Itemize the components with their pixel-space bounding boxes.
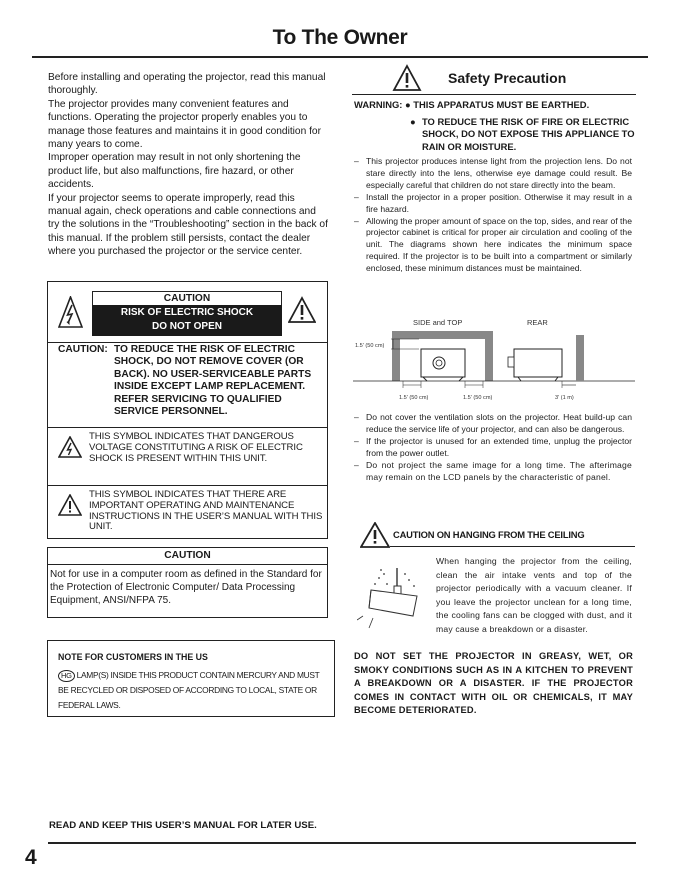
title-divider — [32, 56, 648, 58]
projector-foot — [459, 377, 463, 381]
dust-particle — [404, 573, 406, 575]
motion-line — [369, 618, 373, 628]
list-item-text: Do not cover the ventilation slots on the projector. Heat build-up can reduce the service life of your projector, and can also be dangerous. — [366, 412, 632, 434]
page-title: To The Owner — [272, 26, 408, 49]
exclamation-icon — [58, 494, 82, 521]
banner-line: RISK OF ELECTRIC SHOCK — [120, 307, 254, 318]
safety-bullets-top — [354, 156, 632, 275]
dust-particle — [380, 569, 382, 571]
clearance-diagram — [353, 315, 635, 405]
dimension-rear-label: 3' (1 m) — [555, 395, 574, 401]
intro-paragraph: Before installing and operating the projector, read this manual thoroughly. — [48, 72, 326, 97]
list-item — [354, 460, 632, 484]
dust-particle — [378, 577, 380, 579]
intro-text — [48, 71, 330, 259]
environment-warning: DO NOT SET THE PROJECTOR IN GREASY, WET, OR SMOKY CONDITIONS SUCH AS IN A KITCHEN TO PREVENT A BREAKDOWN OR A DISASTER. IF THE PROJECTOR COMES IN CONTACT WITH OIL OR CHEMICALS, IT MAY BECOME DETERIORATED. — [354, 651, 633, 716]
note-heading: NOTE FOR CUSTOMERS IN THE US — [58, 652, 208, 662]
projector-foot — [423, 377, 427, 381]
dust-line — [357, 616, 363, 620]
warning-moisture: TO REDUCE THE RISK OF FIRE OR ELECTRIC SHOCK, DO NOT EXPOSE THIS APPLIANCE TO RAIN OR MOISTURE. — [422, 116, 635, 152]
projector-hanging — [369, 590, 417, 616]
projector-foot — [518, 377, 521, 381]
banner-heading: CAUTION — [92, 291, 282, 305]
intro-paragraph: The projector provides many convenient features and functions. Operating the projector properly enables you to manage those features and maintains it in good condition for many years to come. — [48, 98, 321, 151]
dust-particle — [408, 579, 410, 581]
divider — [390, 546, 635, 547]
section-title: Safety Precaution — [448, 70, 567, 86]
dash-marker: – — [354, 191, 359, 202]
list-item — [354, 412, 632, 436]
list-item-text: Do not project the same image for a long time. The afterimage may remain on the LCD panels by the characteristic of panel. — [366, 459, 632, 482]
list-item — [354, 156, 632, 192]
projector-foot — [555, 377, 558, 381]
list-item-text: If the projector is unused for an extended time, unplug the projector from the power outlet. — [366, 435, 632, 458]
list-item-text: Allowing the proper amount of space on the top, sides, and rear of the projector cabinet is critical for proper air circulation and cooling of the unit. The diagrams shown here indicates the minimum space required. If the projector is to be built into a compartment or similarly enclosed, these minimum distances must be maintained. — [366, 215, 632, 274]
footer-divider — [48, 842, 636, 844]
projector-front-view — [421, 349, 465, 377]
dimension-top-label: 1.5' (50 cm) — [355, 343, 385, 349]
list-item — [354, 192, 632, 216]
divider — [48, 342, 327, 343]
caution-body: Not for use in a computer room as defined in the Standard for the Protection of Electronic Computer/ Data Processing Equipment, ANSI/NFPA 75. — [50, 569, 322, 606]
risk-of-shock-banner — [92, 291, 282, 336]
computer-room-caution-box — [47, 547, 328, 618]
dash-marker: – — [354, 435, 359, 446]
diagram-label-side-top: SIDE and TOP — [413, 318, 463, 327]
dust-particle — [383, 573, 385, 575]
intro-paragraph: If your projector seems to operate improperly, read this manual again, check operations and cable connections and try the solutions in the “Troubleshooting” section in the back of this manual. If the problem still persists, contact the dealer where you purchased the projector or the service center. — [48, 192, 328, 258]
dimension-right-label: 1.5' (50 cm) — [463, 395, 493, 401]
dash-marker: – — [354, 215, 359, 226]
intro-paragraph: Improper operation may result in not only shortening the product life, but also malfunctions, fire hazard, or other accidents. — [48, 152, 301, 191]
dash-marker: – — [354, 412, 359, 422]
note-text: LAMP(S) INSIDE THIS PRODUCT CONTAIN MERCURY AND MUST BE RECYCLED OR DISPOSED OF ACCORDING TO LOCAL, STATE OR FEDERAL LAWS. — [58, 670, 320, 710]
safety-precaution-header — [352, 62, 636, 95]
divider — [352, 94, 636, 95]
rear-wall — [576, 335, 584, 381]
electric-shock-icon — [58, 436, 82, 463]
hanging-caution-header — [360, 520, 635, 548]
list-item — [354, 216, 632, 276]
caution-heading: CAUTION — [48, 548, 327, 565]
voltage-symbol-explanation — [48, 428, 327, 485]
diagram-label-rear: REAR — [527, 318, 548, 327]
note-body — [58, 668, 328, 713]
instruction-symbol-explanation — [48, 486, 327, 539]
dash-marker: – — [354, 459, 359, 470]
page-number: 4 — [25, 846, 37, 869]
electric-shock-warning-icon — [58, 296, 83, 333]
caution-banner-area — [48, 282, 327, 342]
caution-body: TO REDUCE THE RISK OF ELECTRIC SHOCK, DO NOT REMOVE COVER (OR BACK). NO USER-SERVICEABLE PARTS INSIDE EXCEPT LAMP REPLACEMENT. REFER SERVICING TO QUALIFIED SERVICE PERSONNEL. — [114, 344, 312, 418]
instruction-symbol-text: THIS SYMBOL INDICATES THAT THERE ARE IMPORTANT OPERATING AND MAINTENANCE INSTRUCTIONS IN THE USER’S MANUAL WITH THIS UNIT. — [89, 489, 323, 533]
hanging-caution-body: When hanging the projector from the ceiling, clean the air intake vents and top of the projector periodically with a vacuum cleaner. If you leave the projector unclean for a long time, the cooling fans can be clogged with dust, and it may cause a breakdown or a disaster. — [436, 556, 632, 634]
mercury-hg-icon: HG — [58, 670, 75, 682]
projector-lens-side — [508, 357, 514, 367]
list-item-text: Install the projector in a proper position. Otherwise it may result in a fire hazard. — [366, 191, 632, 214]
dust-particle — [386, 583, 388, 585]
electric-shock-caution-box — [47, 281, 328, 539]
safety-bullets-bottom — [354, 412, 632, 483]
banner-body — [92, 305, 282, 336]
dimension-left-label: 1.5' (50 cm) — [399, 395, 429, 401]
exclamation-warning-icon — [288, 296, 316, 329]
dust-particle — [374, 583, 376, 585]
banner-line: DO NOT OPEN — [151, 321, 222, 332]
caution-lead: CAUTION: — [58, 344, 108, 355]
ceiling-mount-illustration — [357, 566, 431, 634]
dust-particle — [413, 585, 415, 587]
warning-earthed: WARNING: ● THIS APPARATUS MUST BE EARTHED. — [354, 99, 590, 110]
hanging-caution-title: CAUTION ON HANGING FROM THE CEILING — [393, 529, 585, 540]
bullet-icon: ● — [410, 116, 416, 127]
us-customers-note — [47, 640, 335, 717]
exclamation-warning-icon — [392, 64, 422, 97]
keep-manual-note: READ AND KEEP THIS USER’S MANUAL FOR LATER USE. — [49, 820, 317, 831]
list-item — [354, 436, 632, 460]
exclamation-warning-icon — [360, 522, 390, 553]
projector-side-view — [514, 349, 562, 377]
voltage-symbol-text: THIS SYMBOL INDICATES THAT DANGEROUS VOLTAGE CONSTITUTING A RISK OF ELECTRIC SHOCK IS PRESENT WITHIN THIS UNIT. — [89, 431, 303, 464]
list-item-text: This projector produces intense light from the projection lens. Do not stare directly into the lens, otherwise eye damage could result. Be especially careful that children do not stare directly into the beam. — [366, 156, 632, 190]
dash-marker: – — [354, 156, 359, 166]
